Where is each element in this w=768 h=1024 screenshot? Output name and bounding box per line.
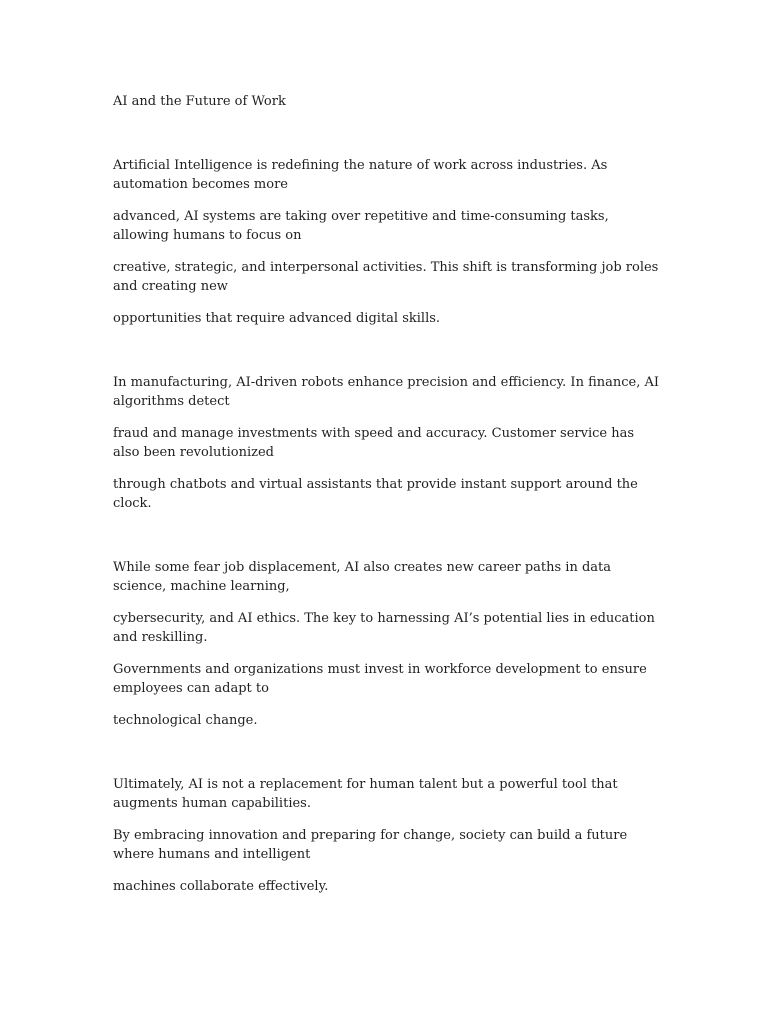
paragraph-line: Ultimately, AI is not a replacement for human talent but a powerful tool that augments human capabilities. — [113, 777, 618, 811]
paragraph-line: Governments and organizations must invest in workforce development to ensure employees can adapt to — [113, 662, 647, 696]
paragraph-line: through chatbots and virtual assistants that provide instant support around the clock. — [113, 477, 638, 511]
paragraph-line: While some fear job displacement, AI also creates new career paths in data science, machine learning, — [113, 560, 612, 594]
document-body — [113, 92, 663, 909]
paragraph-line: Artificial Intelligence is redefining the nature of work across industries. As automation becomes more — [113, 158, 608, 192]
paragraph-automation — [113, 156, 663, 328]
document-title: AI and the Future of Work — [113, 94, 286, 109]
paragraph-line: fraud and manage investments with speed and accuracy. Customer service has also been revolutionized — [113, 426, 635, 460]
paragraph-line: cybersecurity, and AI ethics. The key to harnessing AI’s potential lies in education and reskilling. — [113, 611, 655, 645]
paragraph-spacer — [113, 743, 663, 775]
title-spacer — [113, 111, 663, 156]
paragraph-industries — [113, 373, 663, 513]
paragraph-conclusion — [113, 775, 663, 896]
paragraph-line: machines collaborate effectively. — [113, 879, 329, 894]
paragraph-careers — [113, 558, 663, 730]
paragraph-line: In manufacturing, AI-driven robots enhance precision and efficiency. In finance, AI algorithms detect — [113, 375, 659, 409]
paragraph-line: creative, strategic, and interpersonal activities. This shift is transforming job roles and creating new — [113, 260, 659, 294]
paragraph-line: By embracing innovation and preparing for change, society can build a future where humans and intelligent — [113, 828, 628, 862]
paragraph-line: advanced, AI systems are taking over repetitive and time-consuming tasks, allowing humans to focus on — [113, 209, 609, 243]
paragraph-spacer — [113, 341, 663, 373]
paragraph-spacer — [113, 526, 663, 558]
paragraph-line: technological change. — [113, 713, 258, 728]
paragraph-line: opportunities that require advanced digital skills. — [113, 311, 441, 326]
